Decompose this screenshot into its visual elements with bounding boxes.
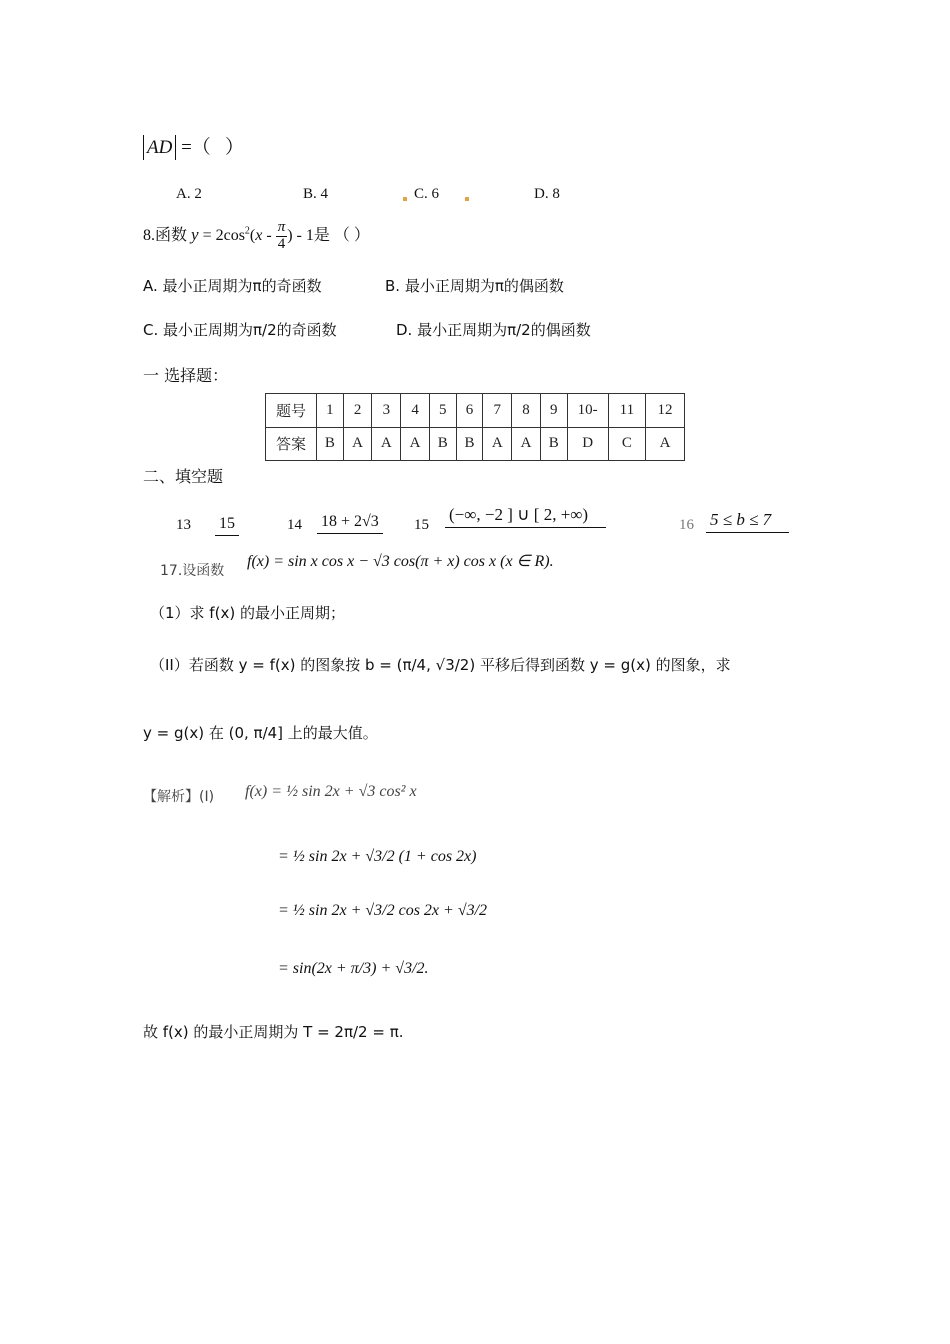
solution-line2: = ½ sin 2x + √3/2 (1 + cos 2x) <box>278 848 477 865</box>
fill-13-number: 13 <box>176 517 191 533</box>
q8-suffix: 是 （ ） <box>313 226 370 244</box>
answer-table-cell: A <box>483 427 512 461</box>
answer-table-cell: C <box>608 427 646 461</box>
section1-title: 一 选择题： <box>143 366 229 385</box>
answer-table-cell: 1 <box>317 394 344 428</box>
q7-option-c: C. 6 <box>414 186 440 202</box>
q7-stem: AD =（ ） <box>143 132 244 159</box>
fill-14-answer: 18 + 2√3 <box>317 513 383 534</box>
answer-table-number-row <box>266 394 685 428</box>
fill-15-number: 15 <box>414 517 429 533</box>
mark-dot-1 <box>403 197 407 201</box>
q8-stem: 8.函数 $y = 2\cos^2(x$ - $\frac{\pi}{4}$ ) - 1是 （ ） <box>143 219 370 252</box>
section2-title: 二、填空题 <box>143 467 224 486</box>
q7-option-a: A. 2 <box>176 186 202 202</box>
q17-part2: （II）若函数 y = f(x) 的图象按 b = (π/4, √3/2) 平移后得到函数 y = g(x) 的图象，求 <box>150 656 731 674</box>
mark-dot-2 <box>465 197 469 201</box>
solution-line4: = sin(2x + π/3) + √3/2. <box>278 960 429 977</box>
answer-table-label: 答案 <box>266 427 317 461</box>
q8-text: 函数 <box>155 226 188 244</box>
answer-table-cell: 2 <box>343 394 372 428</box>
solution-label: 【解析】(I) <box>143 789 215 805</box>
fill-16-number: 16 <box>679 517 694 533</box>
answer-table <box>265 393 685 461</box>
q8-option-b: B. 最小正周期为π的偶函数 <box>385 277 564 295</box>
q8-option-a: A. 最小正周期为π的奇函数 <box>143 277 322 295</box>
answer-table-cell: 8 <box>512 394 541 428</box>
answer-table-cell: D <box>567 427 608 461</box>
answer-table-cell: A <box>372 427 401 461</box>
answer-table-cell: 11 <box>608 394 646 428</box>
answer-table-cell: B <box>429 427 456 461</box>
q17-part2b: y = g(x) 在 (0, π/4] 上的最大值。 <box>143 724 378 742</box>
answer-table-cell: 7 <box>483 394 512 428</box>
answer-table-cell: 5 <box>429 394 456 428</box>
answer-table-cell: 3 <box>372 394 401 428</box>
q17-formula: f(x) = sin x cos x − √3 cos(π + x) cos x (x ∈ R). <box>247 553 554 570</box>
q17-label: 17.设函数 <box>160 563 225 579</box>
answer-table-answer-row <box>266 427 685 461</box>
fill-14-number: 14 <box>287 517 302 533</box>
solution-conclusion: 故 f(x) 的最小正周期为 T = 2π/2 = π. <box>143 1023 404 1041</box>
answer-table-cell: A <box>343 427 372 461</box>
q8-option-c: C. 最小正周期为π/2的奇函数 <box>143 321 337 339</box>
answer-table-cell: B <box>540 427 567 461</box>
q8-option-d: D. 最小正周期为π/2的偶函数 <box>396 321 591 339</box>
q7-option-b: B. 4 <box>303 186 329 202</box>
answer-table-cell: B <box>456 427 483 461</box>
q8-number: 8. <box>143 226 155 244</box>
answer-table-cell: 9 <box>540 394 567 428</box>
fill-13-answer: 15 <box>215 515 239 536</box>
q17-part1: （1）求 f(x) 的最小正周期； <box>150 604 345 622</box>
answer-table-cell: 6 <box>456 394 483 428</box>
fill-15-answer: (−∞, −2 ] ∪ [ 2, +∞) <box>445 505 606 528</box>
fill-16-answer: 5 ≤ b ≤ 7 <box>706 510 789 533</box>
answer-table-cell: 10- <box>567 394 608 428</box>
answer-table-cell: A <box>401 427 430 461</box>
solution-line3: = ½ sin 2x + √3/2 cos 2x + √3/2 <box>278 902 488 919</box>
answer-table-cell: A <box>512 427 541 461</box>
solution-line1: f(x) = ½ sin 2x + √3 cos² x <box>245 783 417 800</box>
answer-table-cell: B <box>317 427 344 461</box>
answer-table-label: 题号 <box>266 394 317 428</box>
answer-table-cell: 4 <box>401 394 430 428</box>
answer-table-cell: 12 <box>646 394 685 428</box>
q7-option-d: D. 8 <box>534 186 560 202</box>
answer-table-cell: A <box>646 427 685 461</box>
